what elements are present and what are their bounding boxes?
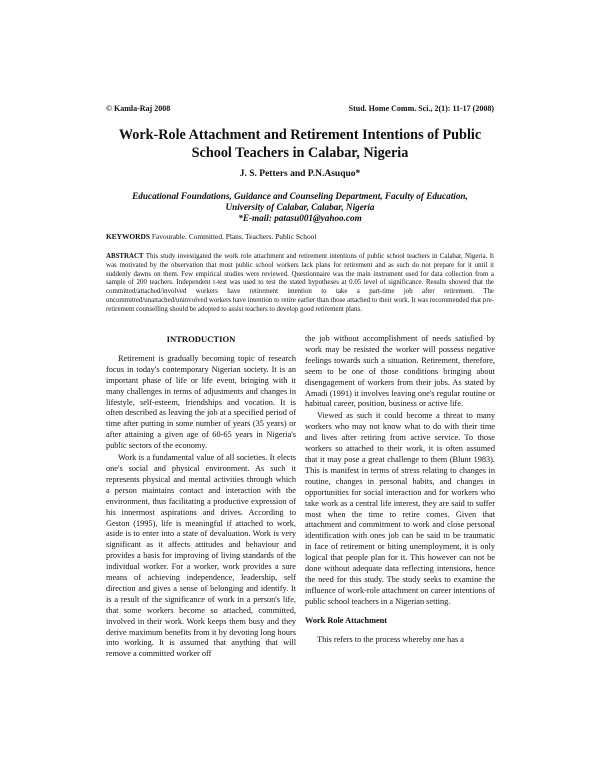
author-list: J. S. Petters and P.N.Asuquo*: [239, 169, 361, 179]
abstract-label: ABSTRACT: [106, 253, 144, 260]
title-line-2: School Teachers in Calabar, Nigeria: [191, 145, 409, 161]
intro-paragraph-2: Work is a fundamental value of all societies. It elects one's social and physical environment. As such it represents physical and mental activities through which a person maintains contact and interaction with the environment, thus facilitating a productive expression of his innermost aspirations and drives. According to Geston (1995), life is meaningful if attached to work, aside is to enter into a state of devaluation. Work is very significant as it affects attitudes and behaviour and provides a basis for improving of living standards of the individual worker. For a worker, work provides a sure means of achieving independence, leadership, self direction and gives a sense of belonging and identify. It is a result of the significance of work in a person's life, that some workers become so attached, committed, involved in their work. Work keeps them busy and they derive maximum benefits from it by devoting long hours into working. It is assumed that anything that will remove a committed worker off: [106, 453, 296, 659]
intro-paragraph-2-continued: the job without accomplishment of needs satisfied by work may be resisted the worker will possess negative feelings towards such a situation. Retirement, therefore, seem to be one of those conditions bringing about disengagement of workers from their jobs. As stated by Amadi (1991) it involves leaving one's regular routine or habitual career, position, business or active life.: [305, 334, 495, 409]
intro-paragraph-3: Viewed as such it could become a threat to many workers who may not know what to do with their time and lives after retiring from active service. To those workers so attached to their work, it is often assumed that it may pose a great challenge to them (Blunt 1983). This is manifest in terms of stress relating to changes in routine, changes in personal habits, and changes in opportunities for social interaction and for workers who take work as a central life interest, they are said to suffer most when the time to retire comes. Given that attachment and commitment to work and close personal identification with ones job can be said to be traumatic in face of retirement or biting unemployment, it is only logical that people plan for it. This however can not be done without adequate data reflecting intensions, hence the need for this study. The study seeks to examine the influence of work-role attachment on career intentions of public school teachers in a Nigerian setting.: [305, 411, 495, 606]
keywords-list: Favourable. Committed. Plans. Teachers. Public School: [151, 232, 317, 241]
introduction-heading: INTRODUCTION: [166, 334, 236, 344]
abstract-text: This study investigated the work role attachment and retirement intentions of public school teachers in Calabar, Nigeria. It was motivated by the observation that most public school workers lack plans for retirement and as such do not prepare for it until it suddenly dawns on them. Few empirical studies were reviewed. Questionnaire was the main instrument used for data collection from a sample of 200 teachers. Independent t-test was used to test the stated hypotheses at 0.05 level of significance. Results showed that the committed/attached/involved workers have retirement intention to take a part-time job after retirement. The uncommitted/unattached/uninvolved workers have intention to retire earlier than those attached to their work. It was recommended that pre-retirement counselling should be adopted to assist teachers to develop good retirement plans.: [106, 253, 494, 313]
copyright-notice: © Kamla-Raj 2008: [106, 104, 171, 113]
affiliation-line-1: Educational Foundations, Guidance and Counseling Department, Faculty of Education,: [132, 191, 468, 201]
keywords-section: [106, 232, 494, 241]
right-column: [305, 334, 495, 645]
article-title: [90, 126, 510, 162]
left-column: [106, 334, 296, 660]
abstract-section: [106, 253, 494, 314]
title-line-1: Work-Role Attachment and Retirement Intentions of Public: [118, 127, 482, 143]
journal-citation: Stud. Home Comm. Sci., 2(1): 11-17 (2008): [348, 104, 494, 113]
author-email: *E-mail: patasu001@yahoo.com: [238, 213, 362, 223]
work-role-paragraph: This refers to the process whereby one has a: [317, 634, 464, 644]
keywords-label: KEYWORDS: [106, 232, 150, 241]
intro-paragraph-1: Retirement is gradually becoming topic of research focus in today's contemporary Nigerian society. It is an important phase of life or life event, bringing with it many challenges in terms of adjustments and changes in lifestyle, self-esteem, friendships and vocation. It is often described as leaving the job at a specified period of time after putting in some number of years (35 years) or after attaining a given age of 60-65 years in Nigeria's public sectors of the economy.: [106, 353, 296, 451]
affiliation-line-2: University of Calabar, Calabar, Nigeria: [225, 202, 375, 212]
author-affiliation: [110, 191, 490, 224]
work-role-heading: Work Role Attachment: [305, 615, 388, 625]
